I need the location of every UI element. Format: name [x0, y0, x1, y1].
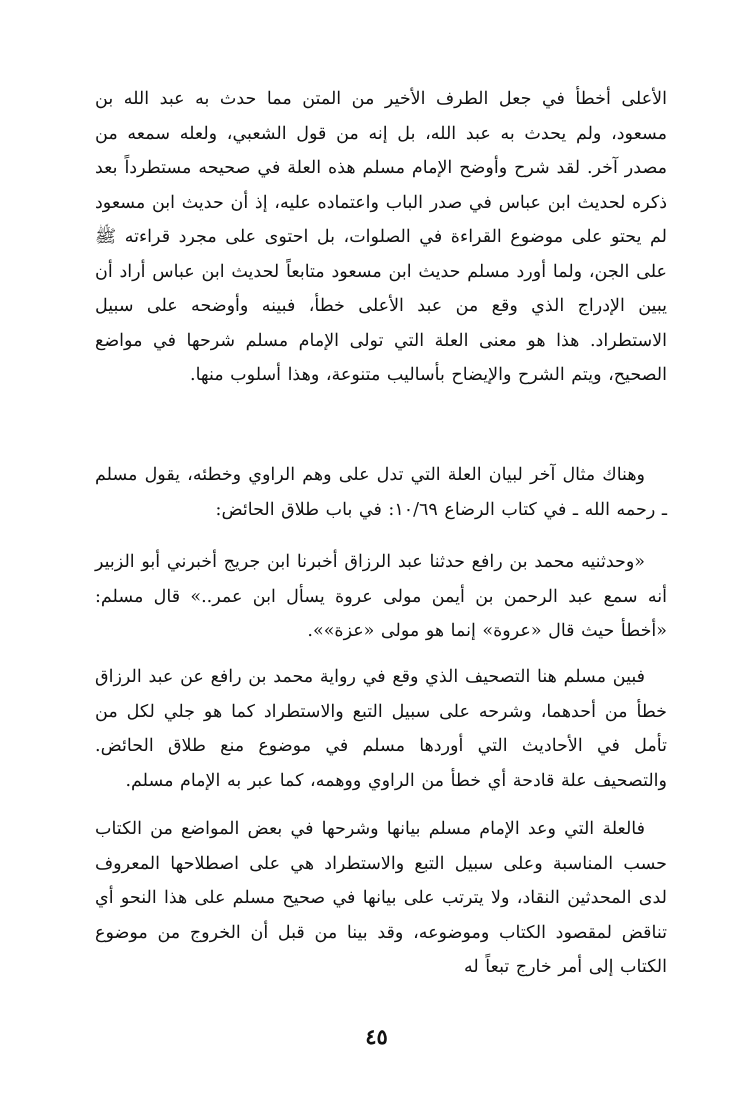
- paragraph-5: فالعلة التي وعد الإمام مسلم بيانها وشرحها في بعض المواضع من الكتاب حسب المناسبة وعلى سبيل التبع والاستطراد هي على اصطلاحها المعروف لدى المحدثين النقاد، ولا يترتب على بيانها في صحيح مسلم على هذا النحو أي تناقض لمقصود الكتاب وموضوعه، وقد بينا من قبل أن الخروج من موضوع الكتاب إلى أمر خارج تبعاً له: [95, 819, 667, 977]
- paragraph-4: فبين مسلم هنا التصحيف الذي وقع في رواية محمد بن رافع عن عبد الرزاق خطأ من أحدهما، وشرحه على سبيل التبع والاستطراد كما هو جلي لكل من تأمل في الأحاديث التي أوردها مسلم في موضوع منع طلاق الحائض. والتصحيف علة قادحة أي خطأ من الراوي ووهمه، كما عبر به الإمام مسلم.: [95, 667, 667, 791]
- page-number: ٤٥: [365, 1024, 388, 1049]
- paragraph-3-quote: «وحدثنيه محمد بن رافع حدثنا عبد الرزاق أخبرنا ابن جريج أخبرني أبو الزبير أنه سمع عبد الرحمن بن أيمن مولى عروة يسأل ابن عمر..» قال مسلم: «أخطأ حيث قال «عروة» إنما هو مولى «عزة»».: [95, 552, 667, 641]
- paragraph-2: وهناك مثال آخر لبيان العلة التي تدل على وهم الراوي وخطئه، يقول مسلم ـ رحمه الله ـ في كتاب الرضاع ١٠/٦٩: في باب طلاق الحائض:: [95, 465, 667, 520]
- paragraph-1: الأعلى أخطأ في جعل الطرف الأخير من المتن مما حدث به عبد الله بن مسعود، ولم يحدث به عبد الله، بل إنه من قول الشعبي، ولعله سمعه من مصدر آخر. لقد شرح وأوضح الإمام مسلم هذه العلة في صحيحه مستطرداً بعد ذكره لحديث ابن عباس في صدر الباب واعتماده عليه، إذ أن حديث ابن مسعود لم يحتو على موضوع القراءة في الصلوات، بل احتوى على مجرد قراءته ﷺ على الجن، ولما أورد مسلم حديث ابن مسعود متابعاً لحديث ابن عباس أراد أن يبين الإدراج الذي وقع من عبد الأعلى خطأ، فبينه وأوضحه على سبيل الاستطراد. هذا هو معنى العلة التي تولى الإمام مسلم شرحها في مواضع الصحيح، ويتم الشرح والإيضاح بأساليب متنوعة، وهذا أسلوب منها.: [95, 89, 667, 385]
